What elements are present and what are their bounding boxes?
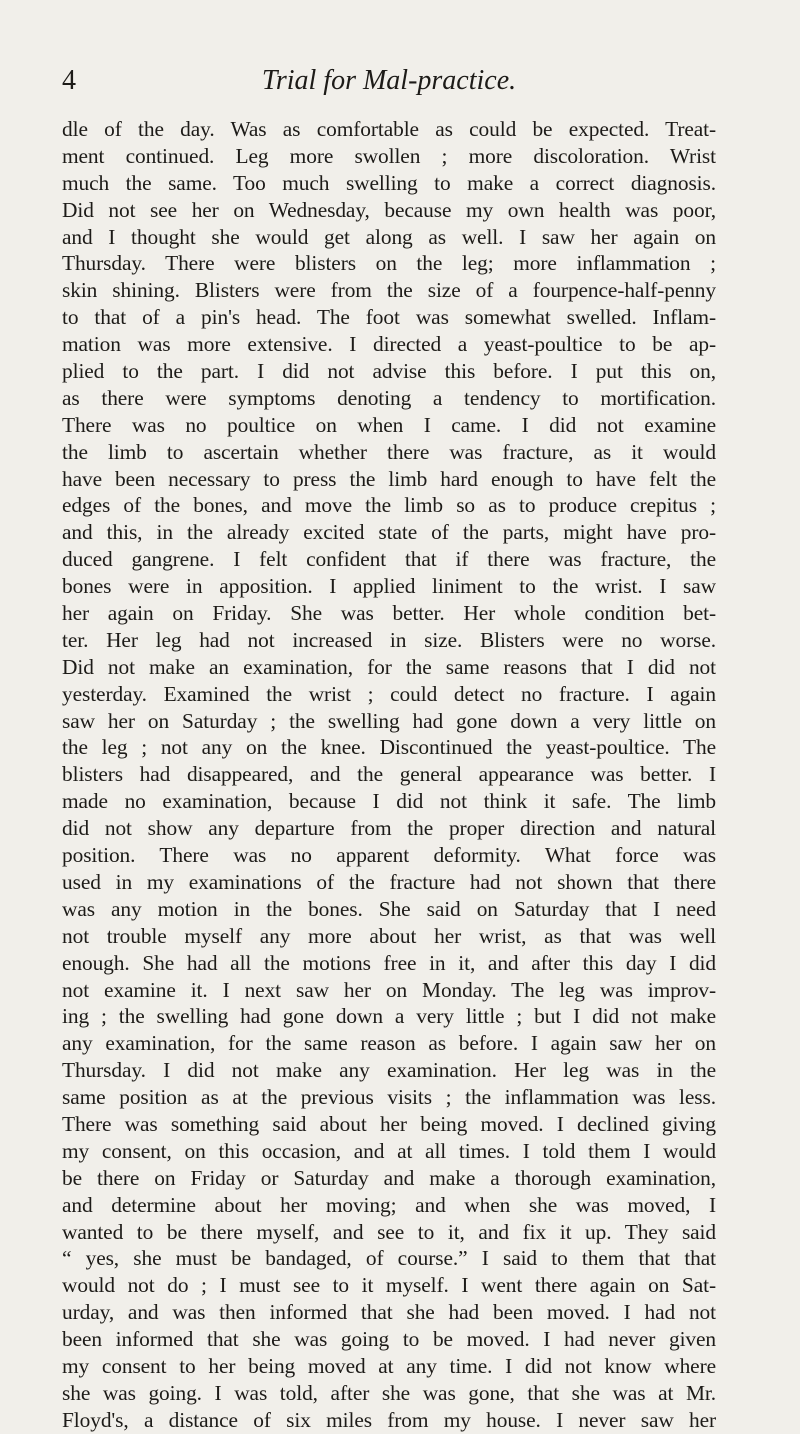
text-line: skin shining. Blisters were from the size of a fourpence-half-penny [62, 278, 716, 303]
page-header [62, 64, 716, 98]
text-line: have been necessary to press the limb hard enough to have felt the [62, 466, 716, 491]
text-line: did not show any departure from the proper direction and natural [62, 816, 716, 841]
text-line: and this, in the already excited state of the parts, might have pro- [62, 520, 716, 545]
text-line: was any motion in the bones. She said on Saturday that I need [62, 896, 716, 921]
text-line: she was going. I was told, after she was gone, that she was at Mr. [62, 1380, 716, 1405]
text-line: duced gangrene. I felt confident that if there was fracture, the [62, 547, 716, 572]
text-line: been informed that she was going to be moved. I had never given [62, 1327, 716, 1352]
text-line: “ yes, she must be bandaged, of course.” I said to them that that [62, 1246, 716, 1271]
text-line: Did not see her on Wednesday, because my own health was poor, [62, 197, 716, 222]
text-line: any examination, for the same reason as before. I again saw her on [62, 1031, 716, 1056]
text-line: enough. She had all the motions free in it, and after this day I did [62, 950, 716, 975]
body-text [62, 116, 716, 1434]
text-line: used in my examinations of the fracture had not shown that there [62, 869, 716, 894]
text-line: ter. Her leg had not increased in size. Blisters were no worse. [62, 627, 716, 652]
text-line: Floyd's, a distance of six miles from my house. I never saw her [62, 1407, 716, 1432]
page-number: 4 [62, 65, 76, 96]
text-line: not examine it. I next saw her on Monday. The leg was improv- [62, 977, 716, 1002]
text-line: Thursday. I did not make any examination. Her leg was in the [62, 1058, 716, 1083]
text-line: as there were symptoms denoting a tendency to mortification. [62, 385, 716, 410]
text-line: Did not make an examination, for the same reasons that I did not [62, 654, 716, 679]
text-line: and determine about her moving; and when she was moved, I [62, 1192, 716, 1217]
text-line: There was something said about her being moved. I declined giving [62, 1111, 716, 1136]
text-line: yesterday. Examined the wrist ; could detect no fracture. I again [62, 681, 716, 706]
text-line: saw her on Saturday ; the swelling had gone down a very little on [62, 708, 716, 733]
text-line: and I thought she would get along as well. I saw her again on [62, 224, 716, 249]
text-line: my consent, on this occasion, and at all times. I told them I would [62, 1138, 716, 1163]
text-line: to that of a pin's head. The foot was somewhat swelled. Inflam- [62, 305, 716, 330]
text-line: mation was more extensive. I directed a yeast-poultice to be ap- [62, 332, 716, 357]
text-line: blisters had disappeared, and the general appearance was better. I [62, 762, 716, 787]
text-line: There was no poultice on when I came. I did not examine [62, 412, 716, 437]
text-line: Thursday. There were blisters on the leg; more inflammation ; [62, 251, 716, 276]
text-line: the limb to ascertain whether there was fracture, as it would [62, 439, 716, 464]
text-line: urday, and was then informed that she had been moved. I had not [62, 1300, 716, 1325]
text-line: ing ; the swelling had gone down a very little ; but I did not make [62, 1004, 716, 1029]
text-line: would not do ; I must see to it myself. I went there again on Sat- [62, 1273, 716, 1298]
text-line: plied to the part. I did not advise this before. I put this on, [62, 359, 716, 384]
text-line: ment continued. Leg more swollen ; more discoloration. Wrist [62, 143, 716, 168]
text-line: not trouble myself any more about her wrist, as that was well [62, 923, 716, 948]
text-line: her again on Friday. She was better. Her whole condition bet- [62, 601, 716, 626]
text-line: same position as at the previous visits ; the inflammation was less. [62, 1085, 716, 1110]
text-line: be there on Friday or Saturday and make a thorough examination, [62, 1165, 716, 1190]
text-line: position. There was no apparent deformity. What force was [62, 843, 716, 868]
text-line: my consent to her being moved at any time. I did not know where [62, 1353, 716, 1378]
text-line: wanted to be there myself, and see to it, and fix it up. They said [62, 1219, 716, 1244]
text-line: bones were in apposition. I applied liniment to the wrist. I saw [62, 574, 716, 599]
text-line: much the same. Too much swelling to make a correct diagnosis. [62, 170, 716, 195]
text-line: made no examination, because I did not think it safe. The limb [62, 789, 716, 814]
text-line: dle of the day. Was as comfortable as could be expected. Treat- [62, 117, 716, 141]
running-title: Trial for Mal-practice. [261, 65, 517, 96]
text-line: edges of the bones, and move the limb so as to produce crepitus ; [62, 493, 716, 518]
text-line: the leg ; not any on the knee. Discontinued the yeast-poultice. The [62, 735, 716, 760]
